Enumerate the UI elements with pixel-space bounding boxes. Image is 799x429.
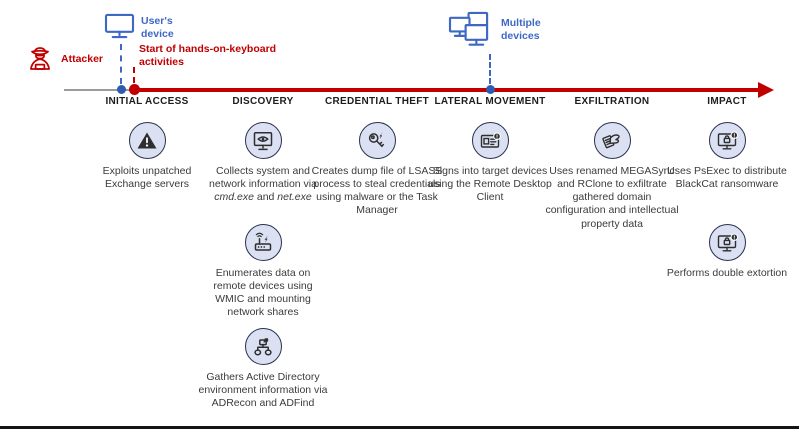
technique-text: Exploits unpatched Exchange servers	[102, 165, 192, 191]
stage-label: IMPACT	[707, 96, 747, 107]
stage-column-exfiltration	[544, 96, 680, 426]
hands-on-keyboard-timeline-dot	[129, 84, 140, 95]
technique-text: Enumerates data on remote devices using WMIC and mounting network shares	[213, 267, 313, 319]
technique-text: Signs into target devices using the Remote Desktop Client	[428, 165, 552, 204]
stage-column-lateral-movement	[424, 96, 556, 426]
technique-text: Uses PsExec to distribute BlackCat ransomware	[667, 165, 787, 191]
technique-item	[198, 224, 328, 320]
timeline-red-segment	[138, 88, 760, 92]
timeline-gray-segment	[64, 89, 138, 91]
stage-column-initial-access	[84, 96, 210, 426]
id-card-alert-icon	[472, 122, 509, 159]
warning-triangle-icon	[129, 122, 166, 159]
monitor-eye-icon	[245, 122, 282, 159]
active-directory-tree-icon	[245, 328, 282, 365]
stage-column-discovery	[198, 96, 328, 426]
technique-item	[424, 122, 556, 204]
stage-label: CREDENTIAL THEFT	[324, 96, 430, 107]
hands-on-keyboard-label: Start of hands-on-keyboard activities	[139, 43, 277, 69]
technique-text: Uses renamed MEGASync and RClone to exfiltrate gathered domain configuration and intellectual property data	[545, 165, 679, 230]
technique-text: Collects system and network information via cmd.exe and net.exe	[209, 165, 317, 204]
multiple-devices-label: Multiple devices	[501, 17, 541, 43]
stage-label: DISCOVERY	[232, 96, 294, 107]
monitor-ransomware-icon	[709, 122, 746, 159]
network-device-lightning-icon	[245, 224, 282, 261]
technique-item	[662, 122, 792, 191]
multiple-devices-timeline-dot	[486, 85, 495, 94]
technique-item	[84, 122, 210, 191]
technique-item	[198, 328, 328, 410]
stage-column-impact	[662, 96, 792, 426]
stage-label: LATERAL MOVEMENT	[434, 96, 546, 107]
multiple-devices-dashed-line	[489, 54, 491, 84]
technique-text: Gathers Active Directory environment information via ADRecon and ADFind	[198, 371, 328, 410]
technique-item	[544, 122, 680, 231]
key-lightning-icon	[359, 122, 396, 159]
multiple-devices-icon	[446, 10, 495, 51]
stage-label: EXFILTRATION	[574, 96, 650, 107]
attacker-label: Attacker	[61, 53, 104, 65]
users-device-label: User's device	[141, 15, 174, 41]
technique-text: Creates dump file of LSASS process to steal credentials using malware or the Task Manager	[311, 165, 443, 217]
attacker-icon	[24, 42, 56, 77]
users-device-timeline-dot	[117, 85, 126, 94]
users-device-icon	[104, 13, 135, 40]
technique-item	[198, 122, 328, 204]
technique-text: Performs double extortion	[666, 267, 788, 279]
technique-item	[662, 224, 792, 280]
users-device-dashed-line	[120, 44, 122, 84]
hands-on-keyboard-dashed-line	[133, 67, 135, 83]
hand-documents-icon	[594, 122, 631, 159]
monitor-ransomware-icon	[709, 224, 746, 261]
stage-label: INITIAL ACCESS	[105, 96, 189, 107]
